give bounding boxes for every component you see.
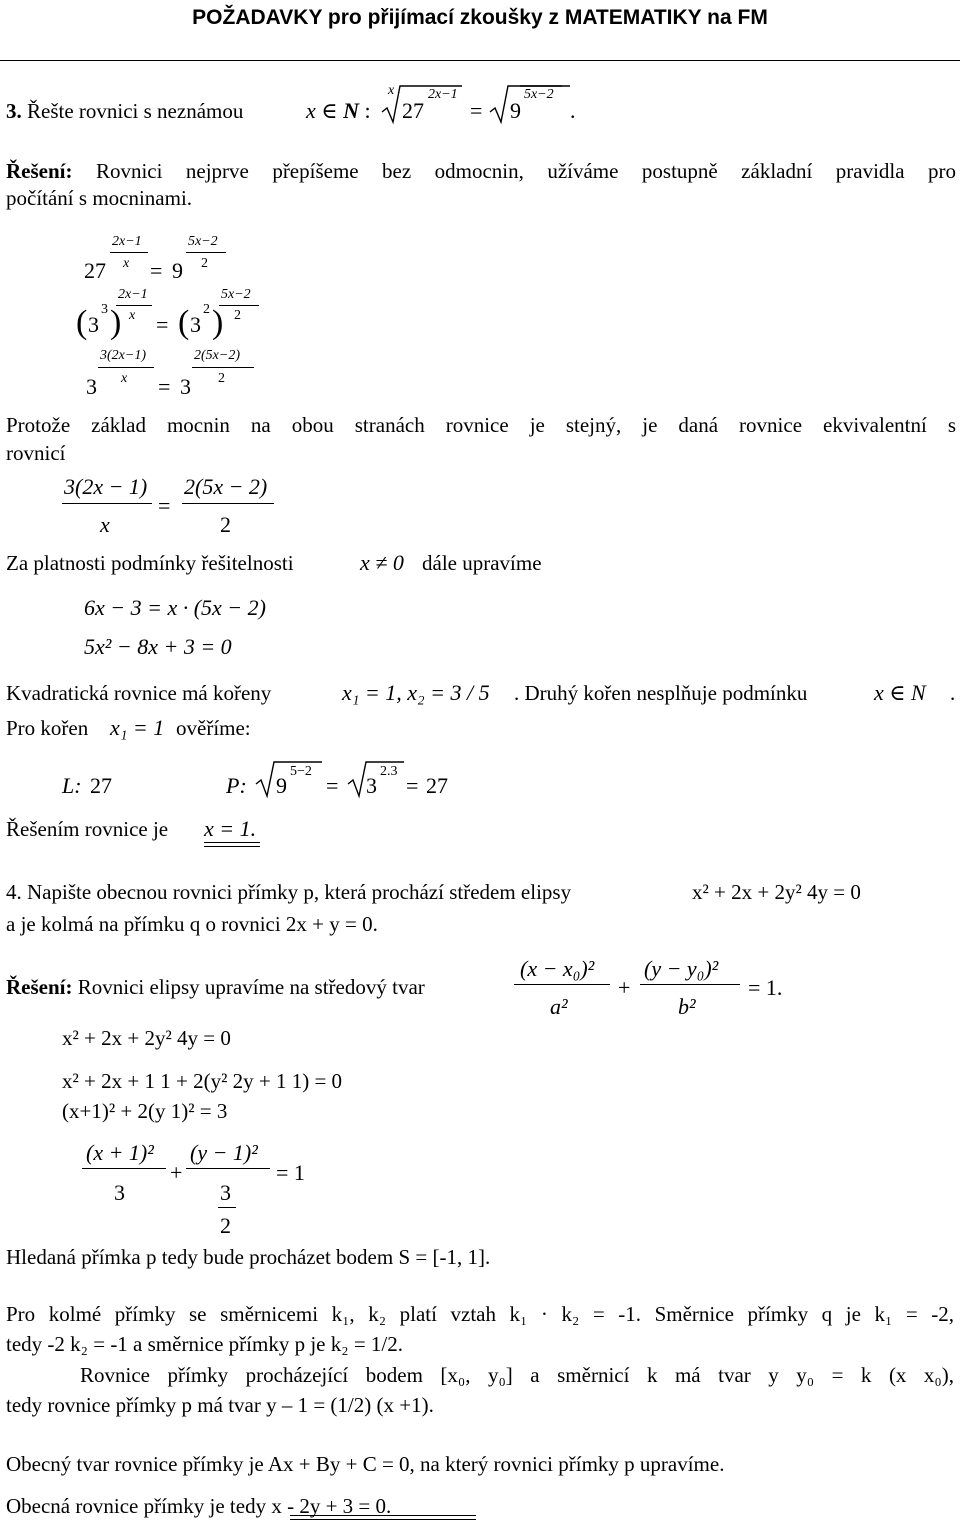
problem3-domain: x ∈ N : [306,98,371,123]
center-point-text: Hledaná přímka p tedy bude procházet bodem S = [-1, 1]. [6,1245,491,1269]
roots-math: x₁ = 1, x₂ = 3 / 5 [342,680,490,705]
result-double-underline [204,842,260,847]
radical-base-left: 27 [402,98,424,123]
problem4-statement: 4. Napište obecnou rovnici přímky p, která prochází středem elipsy [6,880,572,904]
problem3-statement [6,99,243,124]
problem4-number: 4. [6,880,22,904]
problem3-number: 3. [6,99,22,123]
roots-text: Kvadratická rovnice má kořeny [6,681,272,705]
radical-base-right: 9 [510,98,521,123]
ellipse-line-2: x² + 2x + 1 1 + 2(y² 2y + 1 1) = 0 [62,1069,343,1093]
solution4-label: Řešení: [6,975,73,999]
ellipse-line-1: x² + 2x + 2y² 4y = 0 [62,1026,231,1050]
equivalence-text-line2: rovnicí [6,441,66,465]
problem4-ellipse: x² + 2x + 2y² 4y = 0 [692,880,861,904]
condition-after: dále upravíme [422,551,542,575]
header-rule [0,60,960,61]
page-header: POŽADAVKY pro přijímací zkoušky z MATEMATIKY na FM [192,6,768,29]
solution3-label: Řešení: [6,159,73,183]
general-form-result: Obecná rovnice přímky je tedy x - 2y + 3 = 0. [6,1494,392,1518]
solution3-intro-line2: počítání s mocninami. [6,186,193,210]
point-slope-text-2: tedy rovnice přímky p má tvar y – 1 = (1/2) (x +1). [6,1393,434,1417]
solution3-intro: Řešení: Rovnici nejprve přepíšeme bez odmocnin, užíváme postupně základní pravidla pro [6,159,957,183]
problem4-line2: a je kolmá na přímku q o rovnici 2x + y = 0. [6,912,378,936]
condition-math: x ≠ 0 [360,550,404,575]
general-form-text: Obecný tvar rovnice přímky je Ax + By + C = 0, na který rovnici přímky p upravíme. [6,1452,725,1476]
slope-text-2: tedy -2 k₂ = -1 a směrnice přímky p je k₂ = 1/2. [6,1332,403,1356]
equation-b: 5x² − 8x + 3 = 0 [84,634,232,659]
period: . [570,98,576,123]
document-page: POŽADAVKY pro přijímací zkoušky z MATEMATIKY na FM 3. Řešte rovnici s neznámou x ∈ N : x 27 2x−1 = 9 5x−2 . Řešení: Rovnici nejprve přepíšeme bez odmocnin, užíváme postupně základní pravidla pro počítání s mocninami. 27 2x−1 x = 9 5x−2 2 ( 3 3 ) 2x−1 x = ( 3 2 ) 5x−2 2 3 3(2x−1) x = 3 2(5x−2) 2 Protože základ mocnin na obou stranách rovnice je stejný, je daná rovnice ekvivalentní s rovnicí 3(2x − 1) x = 2(5x − 2) 2 Za platnosti podmínky řešitelnosti x ≠ 0 dále upravíme 6x − 3 = x · (5x − 2) 5x² − 8x + 3 = 0 Kvadratická rovnice má kořeny x₁ = 1, x₂ = 3 / 5 . Druhý kořen nesplňuje podmínku x ∈ N . Pro kořen x₁ = 1 ověříme: L: 27 P: 9 5−2 = 3 2.3 = 27 Řešením rovnice je x = 1. 4. Napište obecnou rovnici přímky p, která prochází středem elipsy x² + 2x + 2y² 4y = 0 a je kolmá na přímku q o rovnici 2x + y = 0. Řešení: Rovnici elipsy upravíme na středový tvar (x − x₀)² a² + (y − y₀)² b² = 1. x² + 2x + 2y² 4y = 0 x² + 2x + 1 1 + 2(y² 2y + 1 1) = 0 (x+1)² + 2(y 1)² = 3 (x + 1)² 3 + (y − 1)² 3 2 = 1 Hledaná přímka p tedy bude procházet bodem S = [-1, 1]. Pro kolmé přímky se směrnicemi k₁, k₂ platí vztah k₁ · k₂ = -1. Směrnice přímky q je k₁ = -2, tedy -2 k₂ = -1 a směrnice přímky p je k₂ = 1/2. Rovnice přímky procházející bodem [x₀, y₀] a směrnicí k má tvar y y₀ = k (x x₀), tedy rovnice přímky p má tvar y – 1 = (1/2) (x +1). Obecný tvar rovnice přímky je Ax + By + C = 0, na který rovnici přímky p upravíme. Obecná rovnice přímky je tedy x - 2y + 3 = 0. [0,0,960,1521]
radical-exp-left: 2x−1 [428,87,458,102]
ellipse-line-3: (x+1)² + 2(y 1)² = 3 [62,1099,228,1123]
problem3-text: Řešte rovnici s neznámou [27,99,244,123]
equivalence-text: Protože základ mocnin na obou stranách rovnice je stejný, je daná rovnice ekvivalentní s [6,413,956,437]
equation-a: 6x − 3 = x · (5x − 2) [84,595,266,620]
roots-condition: x ∈ N [874,680,926,705]
result-text: Řešením rovnice je [6,817,169,841]
right-side-label: P: [226,773,247,798]
condition-text: Za platnosti podmínky řešitelnosti [6,551,294,575]
roots-after: . Druhý kořen nesplňuje podmínku [514,681,808,705]
radical-sign-3 [254,760,324,800]
left-side-value: 27 [90,773,112,798]
verify-text: Pro kořen [6,716,89,740]
roots-period: . [950,681,956,705]
equals-sign: = [470,98,483,123]
radical-exp-right: 5x−2 [524,87,554,102]
slope-text-1: Pro kolmé přímky se směrnicemi k₁, k₂ platí vztah k₁ · k₂ = -1. Směrnice přímky q je k₁ = -2, [6,1302,954,1326]
verify-text-2: ověříme: [176,716,251,740]
verify-math: x₁ = 1 [110,715,165,740]
solution4-intro: Řešení: Rovnici elipsy upravíme na středový tvar [6,975,425,999]
left-side-label: L: [62,773,82,798]
result-double-underline-2 [290,1515,476,1520]
point-slope-text-1: Rovnice přímky procházející bodem [x₀, y₀] a směrnicí k má tvar y y₀ = k (x x₀), [80,1363,954,1387]
result-math: x = 1. [204,816,257,841]
root-index: x [388,83,395,98]
